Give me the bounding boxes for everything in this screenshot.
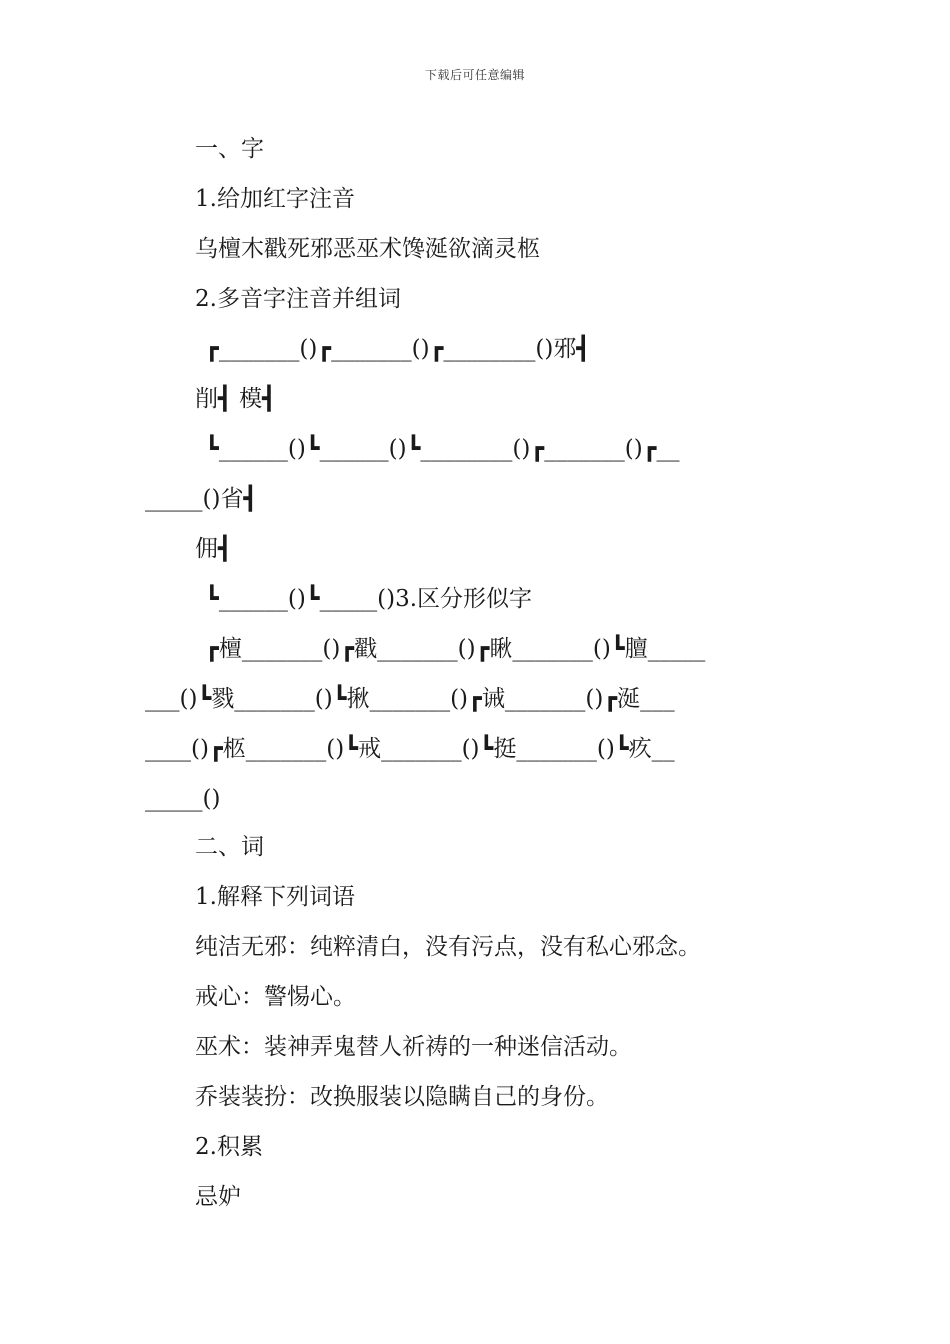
definition-line: 巫术：装神弄鬼替人祈祷的一种迷信活动。 xyxy=(195,1034,632,1060)
definition-line: 乔装装扮：改换服装以隐瞒自己的身份。 xyxy=(195,1084,609,1110)
section-heading-characters: 一、字 xyxy=(195,136,264,162)
text-line: 佣┫ xyxy=(195,536,232,562)
text-line: 乌檀木戳死邪恶巫术馋涎欲滴灵柩 xyxy=(195,236,540,262)
fill-blank-line: _____() xyxy=(145,786,221,812)
exercise-heading: 1.解释下列词语 xyxy=(195,884,355,910)
fill-blank-line: ___()┗戮_______()┗揪_______()┏诫_______()┏涎___ xyxy=(145,686,675,712)
fill-blank-line: _____()省┫ xyxy=(145,486,258,512)
fill-blank-line: ┗______()┗______()┗________()┏_______()┏__ xyxy=(205,436,680,462)
text-line: 忌妒 xyxy=(195,1184,241,1210)
exercise-heading: 1.给加红字注音 xyxy=(195,186,355,212)
page-header: 下载后可任意编辑 xyxy=(424,68,525,82)
fill-blank-line: ____()┏柩_______()┗戒_______()┗挺_______()┗疚__ xyxy=(145,736,675,762)
exercise-heading: 2.多音字注音并组词 xyxy=(195,286,401,312)
section-heading-words: 二、词 xyxy=(195,834,264,860)
fill-blank-line: ┗______()┗_____()3.区分形似字 xyxy=(205,586,533,612)
fill-blank-line: ┏_______()┏_______()┏________()邪┫ xyxy=(205,336,591,362)
fill-blank-line: ┏檀_______()┏戳_______()┏瞅_______()┗膻_____ xyxy=(205,636,706,662)
exercise-heading: 2.积累 xyxy=(195,1134,263,1160)
text-line: 削┫ 模┫ xyxy=(195,386,277,412)
definition-line: 戒心：警惕心。 xyxy=(195,984,356,1010)
definition-line: 纯洁无邪：纯粹清白，没有污点，没有私心邪念。 xyxy=(195,934,701,960)
